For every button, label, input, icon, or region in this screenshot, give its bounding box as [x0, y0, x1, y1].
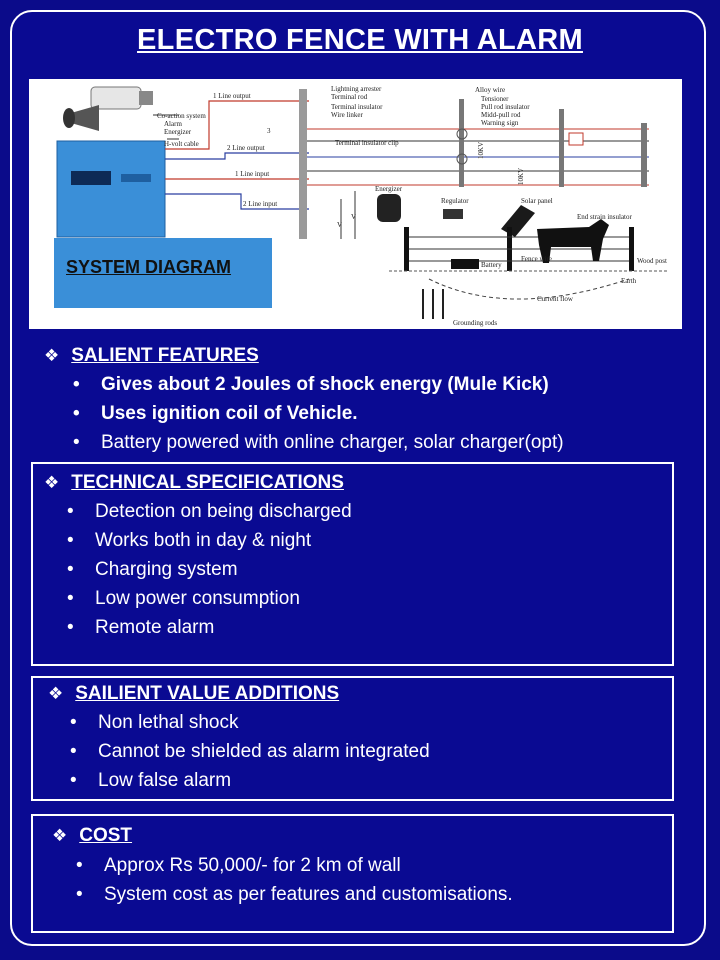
diamond-bullet-icon: ❖: [52, 826, 68, 845]
list-item: • Works both in day & night: [95, 526, 352, 555]
label-terminal-insulator: Terminal insulator: [331, 103, 383, 111]
label-line1-input: 1 Line input: [235, 170, 270, 178]
list-item: • Uses ignition coil of Vehicle.: [101, 399, 564, 428]
technical-specifications-heading: [44, 472, 344, 494]
cost-list: [104, 851, 513, 909]
siren-icon: [71, 105, 99, 131]
technical-specifications-list: [95, 497, 352, 642]
label-lightning: Lightning arrester: [331, 85, 382, 93]
label-earth: Earth: [621, 277, 637, 285]
technical-specifications-heading-text: TECHNICAL SPECIFICATIONS: [71, 472, 344, 493]
label-kv1: 10KV: [477, 141, 485, 159]
energizer-device-icon: [57, 141, 165, 237]
diamond-bullet-icon: ❖: [44, 346, 60, 365]
label-line1-output: 1 Line output: [213, 92, 251, 100]
label-num3: 3: [267, 127, 271, 135]
label-terminal-clip: Terminal insulator clip: [335, 139, 399, 147]
label-alloy: Alloy wire: [475, 86, 506, 94]
warning-sign-icon: [569, 133, 583, 145]
label-alarm: Alarm: [164, 120, 182, 128]
system-diagram: [29, 79, 682, 329]
label-wire-linker: Wire linker: [331, 111, 363, 119]
list-item: • Non lethal shock: [98, 708, 430, 737]
label-end-strain: End strain insulator: [577, 213, 632, 221]
label-pull-rod: Pull rod insulator: [481, 103, 530, 111]
diamond-bullet-icon: ❖: [44, 473, 60, 492]
label-tensioner: Tensioner: [481, 95, 509, 103]
label-warning: Warning sign: [481, 119, 519, 127]
list-item: • Low power consumption: [95, 584, 352, 613]
label-battery: Battery: [481, 261, 502, 269]
list-item: • Charging system: [95, 555, 352, 584]
label-kv2: 10KV: [517, 167, 525, 185]
cost-heading-text: COST: [79, 825, 133, 846]
label-current-flow: Current flow: [537, 295, 573, 303]
cost-heading: [52, 825, 132, 847]
list-item: • Cannot be shielded as alarm integrated: [98, 737, 430, 766]
diamond-bullet-icon: ❖: [48, 684, 64, 703]
label-v1: V: [337, 221, 343, 229]
label-mid-pull: Midd-pull rod: [481, 111, 521, 119]
label-hvolt: H-volt cable: [164, 140, 199, 148]
salient-features-heading-text: SALIENT FEATURES: [71, 345, 259, 366]
label-fence-wire: Fence wire: [521, 255, 552, 263]
label-energizer2: Energizer: [375, 185, 403, 193]
salient-features-heading: [44, 345, 259, 367]
label-energizer: Energizer: [164, 128, 192, 136]
list-item: • Detection on being discharged: [95, 497, 352, 526]
label-regulator: Regulator: [441, 197, 469, 205]
value-additions-heading-text: SAILIENT VALUE ADDITIONS: [75, 683, 340, 704]
list-item: • System cost as per features and customisations.: [104, 880, 513, 909]
label-v2: V: [351, 213, 357, 221]
label-line2-output: 2 Line output: [227, 144, 265, 152]
value-additions-list: [98, 708, 430, 795]
battery-icon: [451, 259, 479, 269]
label-coaction: Co-action system: [157, 112, 206, 120]
camera-lens-icon: [139, 91, 153, 105]
list-item: • Gives about 2 Joules of shock energy (Mule Kick): [101, 370, 564, 399]
system-diagram-label: SYSTEM DIAGRAM: [66, 257, 232, 277]
label-terminal-rod: Terminal rod: [331, 93, 368, 101]
energizer-unit-icon: [377, 194, 401, 222]
label-line2-input: 2 Line input: [243, 200, 278, 208]
label-solar: Solar panel: [521, 197, 553, 205]
salient-features-list: [101, 370, 564, 457]
list-item: • Low false alarm: [98, 766, 430, 795]
label-wood-post: Wood post: [637, 257, 667, 265]
page-title: ELECTRO FENCE WITH ALARM: [137, 24, 583, 56]
list-item: • Remote alarm: [95, 613, 352, 642]
list-item: • Battery powered with online charger, solar charger(opt): [101, 428, 564, 457]
list-item: • Approx Rs 50,000/- for 2 km of wall: [104, 851, 513, 880]
label-grounding: Grounding rods: [453, 319, 498, 327]
value-additions-heading: [48, 683, 339, 705]
